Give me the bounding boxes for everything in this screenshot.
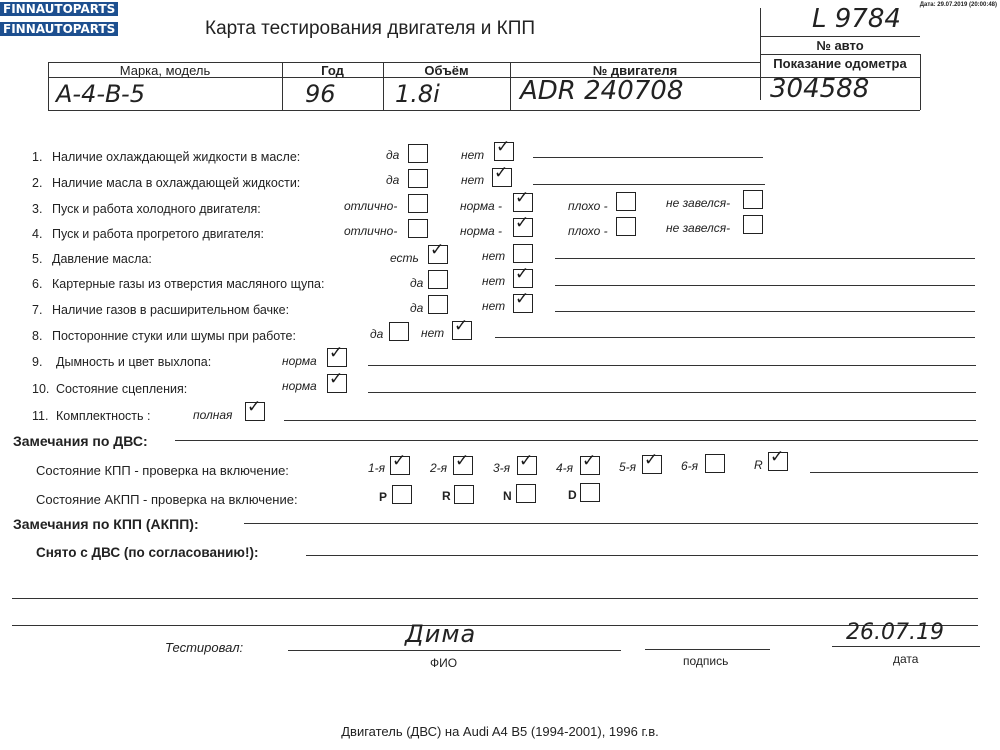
auto-gear-d-checkbox[interactable] bbox=[580, 483, 600, 502]
signature-label: подпись bbox=[683, 654, 729, 668]
fio-label: ФИО bbox=[430, 656, 458, 670]
question-11-full-label: полная bbox=[193, 408, 233, 422]
question-4-normal-label: норма - bbox=[460, 224, 503, 238]
question-4-excellent-label: отлично- bbox=[344, 224, 398, 238]
engine-no-label: № двигателя bbox=[592, 63, 678, 78]
question-1-yes-checkbox[interactable] bbox=[408, 144, 428, 163]
question-4-nostart-checkbox[interactable] bbox=[743, 215, 763, 234]
gear-4-checkbox[interactable] bbox=[580, 451, 600, 475]
question-6-number: 6. bbox=[32, 277, 43, 291]
question-6-no-label: нет bbox=[482, 274, 506, 288]
question-4-text: Пуск и работа прогретого двигателя: bbox=[52, 227, 264, 241]
check-icon: ✓ bbox=[644, 450, 659, 470]
gear-3-checkbox[interactable] bbox=[517, 451, 537, 475]
check-icon: ✓ bbox=[329, 369, 344, 389]
question-7-yes-checkbox[interactable] bbox=[428, 295, 448, 314]
check-icon: ✓ bbox=[454, 316, 469, 336]
question-3-bad-checkbox[interactable] bbox=[616, 192, 636, 211]
question-4-number: 4. bbox=[32, 227, 43, 241]
volume-label: Объём bbox=[424, 63, 469, 78]
check-icon: ✓ bbox=[430, 240, 445, 260]
question-7-no-label: нет bbox=[482, 299, 506, 313]
question-4-nostart-label: не завелся- bbox=[666, 221, 731, 235]
make-value: A-4-B-5 bbox=[56, 80, 145, 108]
question-5-answer-line bbox=[555, 258, 975, 259]
question-1-answer-line bbox=[533, 157, 763, 158]
year-label: Год bbox=[321, 63, 344, 78]
question-2-yes-checkbox[interactable] bbox=[408, 169, 428, 188]
gear-6-label: 6-я bbox=[681, 459, 699, 473]
date-value: 26.07.19 bbox=[846, 620, 944, 645]
check-icon: ✓ bbox=[329, 343, 344, 363]
divider bbox=[760, 54, 920, 55]
question-3-normal-checkbox[interactable] bbox=[513, 188, 533, 212]
gear-4-label: 4-я bbox=[556, 461, 574, 475]
gear-r-label: R bbox=[754, 458, 763, 472]
question-4-normal-checkbox[interactable] bbox=[513, 213, 533, 237]
question-8-yes-label: да bbox=[370, 327, 384, 341]
auto-gear-r-label: R bbox=[442, 489, 451, 503]
question-2-answer-line bbox=[533, 184, 765, 185]
auto-gear-p-checkbox[interactable] bbox=[392, 485, 412, 504]
question-6-yes-checkbox[interactable] bbox=[428, 270, 448, 289]
question-8-yes-checkbox[interactable] bbox=[389, 322, 409, 341]
question-8-text: Посторонние стуки или шумы при работе: bbox=[52, 329, 296, 343]
auto-gear-r-checkbox[interactable] bbox=[454, 485, 474, 504]
card-number: L 9784 bbox=[812, 4, 901, 34]
question-6-text: Картерные газы из отверстия масляного щупа: bbox=[52, 277, 325, 291]
tested-label: Тестировал: bbox=[165, 640, 244, 655]
check-icon: ✓ bbox=[515, 213, 530, 233]
check-icon: ✓ bbox=[247, 397, 262, 417]
auto-gear-n-label: N bbox=[503, 489, 512, 503]
question-5-yes-checkbox[interactable] bbox=[428, 240, 448, 264]
check-icon: ✓ bbox=[519, 451, 534, 471]
question-10-normal-label: норма bbox=[282, 379, 317, 393]
engine-no-value: ADR 240708 bbox=[520, 76, 684, 106]
date-stamp: Дата: 29.07.2019 (20:00:48) bbox=[919, 2, 997, 8]
question-1-yes-label: да bbox=[386, 148, 400, 162]
caption: Двигатель (ДВС) на Audi A4 B5 (1994-2001), 1996 г.в. bbox=[341, 724, 659, 739]
question-11-full-checkbox[interactable] bbox=[245, 397, 265, 421]
question-4-bad-checkbox[interactable] bbox=[616, 217, 636, 236]
question-8-no-checkbox[interactable] bbox=[452, 316, 472, 340]
gearbox-check-line bbox=[810, 472, 978, 473]
auto-gear-p-label: P bbox=[379, 490, 388, 504]
tester-signature: Дима bbox=[405, 620, 477, 648]
question-3-normal-label: норма - bbox=[460, 199, 503, 213]
question-8-answer-line bbox=[495, 337, 975, 338]
question-1-no-label: нет bbox=[461, 148, 485, 162]
question-1-text: Наличие охлаждающей жидкости в масле: bbox=[52, 150, 301, 164]
question-4-bad-label: плохо - bbox=[568, 224, 608, 238]
gear-5-checkbox[interactable] bbox=[642, 450, 662, 474]
date-label: дата bbox=[893, 652, 919, 666]
question-7-number: 7. bbox=[32, 303, 43, 317]
check-icon: ✓ bbox=[515, 264, 530, 284]
auto-gear-n-checkbox[interactable] bbox=[516, 484, 536, 503]
check-icon: ✓ bbox=[494, 163, 509, 183]
question-11-number: 11. bbox=[32, 409, 49, 423]
question-3-excellent-label: отлично- bbox=[344, 199, 398, 213]
check-icon: ✓ bbox=[515, 289, 530, 309]
year-value: 96 bbox=[305, 80, 336, 108]
question-10-number: 10. bbox=[32, 382, 50, 396]
question-7-answer-line bbox=[555, 311, 975, 312]
gear-2-label: 2-я bbox=[430, 461, 448, 475]
gear-1-checkbox[interactable] bbox=[390, 451, 410, 475]
engine-remarks-line bbox=[175, 440, 978, 441]
watermark-top: FINNAUTOPARTS bbox=[0, 2, 118, 16]
question-7-text: Наличие газов в расширительном бачке: bbox=[52, 303, 290, 317]
question-11-answer-line bbox=[284, 420, 976, 421]
question-7-yes-label: да bbox=[410, 301, 424, 315]
question-5-yes-label: есть bbox=[390, 251, 419, 265]
question-2-number: 2. bbox=[32, 176, 43, 190]
auto-no-label: № авто bbox=[816, 38, 864, 53]
gear-6-checkbox[interactable] bbox=[705, 454, 725, 473]
question-4-excellent-checkbox[interactable] bbox=[408, 219, 428, 238]
question-2-yes-label: да bbox=[386, 173, 400, 187]
question-1-number: 1. bbox=[32, 150, 43, 164]
watermark-bottom: FINNAUTOPARTS bbox=[0, 22, 118, 36]
question-2-text: Наличие масла в охлаждающей жидкости: bbox=[52, 176, 301, 190]
removed-line bbox=[306, 555, 978, 556]
question-3-excellent-checkbox[interactable] bbox=[408, 194, 428, 213]
make-label: Марка, модель bbox=[119, 63, 211, 78]
question-6-yes-label: да bbox=[410, 276, 424, 290]
question-10-normal-checkbox[interactable] bbox=[327, 369, 347, 393]
question-11-text: Комплектность : bbox=[56, 409, 151, 423]
question-9-answer-line bbox=[368, 365, 976, 366]
gear-3-label: 3-я bbox=[493, 461, 511, 475]
question-10-answer-line bbox=[368, 392, 976, 393]
check-icon: ✓ bbox=[515, 188, 530, 208]
gearbox-check-label: Состояние КПП - проверка на включение: bbox=[36, 463, 289, 478]
question-3-text: Пуск и работа холодного двигателя: bbox=[52, 202, 261, 216]
question-7-no-checkbox[interactable] bbox=[513, 289, 533, 313]
check-icon: ✓ bbox=[496, 137, 511, 157]
question-6-answer-line bbox=[555, 285, 975, 286]
question-6-no-checkbox[interactable] bbox=[513, 264, 533, 288]
divider bbox=[760, 36, 920, 37]
divider bbox=[48, 110, 920, 111]
blank-line bbox=[12, 625, 978, 626]
question-5-no-label: нет bbox=[482, 249, 506, 263]
auto-check-label: Состояние АКПП - проверка на включение: bbox=[36, 492, 298, 507]
check-icon: ✓ bbox=[455, 451, 470, 471]
page-title: Карта тестирования двигателя и КПП bbox=[205, 18, 536, 39]
gear-2-checkbox[interactable] bbox=[453, 451, 473, 475]
date-line bbox=[832, 646, 980, 647]
fio-line bbox=[288, 650, 621, 651]
question-5-number: 5. bbox=[32, 252, 43, 266]
odometer-label: Показание одометра bbox=[773, 56, 907, 71]
engine-remarks-label: Замечания по ДВС: bbox=[13, 433, 148, 449]
question-5-text: Давление масла: bbox=[52, 252, 152, 266]
question-8-number: 8. bbox=[32, 329, 43, 343]
gear-r-checkbox[interactable] bbox=[768, 447, 788, 471]
gearbox-remarks-label: Замечания по КПП (АКПП): bbox=[13, 516, 199, 532]
question-9-normal-checkbox[interactable] bbox=[327, 343, 347, 367]
question-9-number: 9. bbox=[32, 355, 43, 369]
question-5-no-checkbox[interactable] bbox=[513, 244, 533, 263]
question-3-nostart-checkbox[interactable] bbox=[743, 190, 763, 209]
question-2-no-label: нет bbox=[461, 173, 485, 187]
removed-label: Снято с ДВС (по согласованию!): bbox=[36, 545, 259, 560]
odometer-value: 304588 bbox=[770, 74, 870, 104]
gearbox-remarks-line bbox=[244, 523, 978, 524]
signature-line bbox=[645, 649, 770, 650]
check-icon: ✓ bbox=[392, 451, 407, 471]
question-10-text: Состояние сцепления: bbox=[56, 382, 188, 396]
volume-value: 1.8i bbox=[395, 80, 440, 108]
question-8-no-label: нет bbox=[421, 326, 445, 340]
gear-5-label: 5-я bbox=[619, 460, 637, 474]
question-9-normal-label: норма bbox=[282, 354, 317, 368]
question-9-text: Дымность и цвет выхлопа: bbox=[56, 355, 212, 369]
question-3-number: 3. bbox=[32, 202, 43, 216]
divider bbox=[920, 54, 921, 110]
question-1-no-checkbox[interactable] bbox=[494, 137, 514, 161]
check-icon: ✓ bbox=[582, 451, 597, 471]
question-3-bad-label: плохо - bbox=[568, 199, 608, 213]
blank-line bbox=[12, 598, 978, 599]
check-icon: ✓ bbox=[770, 447, 785, 467]
gear-1-label: 1-я bbox=[368, 461, 386, 475]
auto-gear-d-label: D bbox=[568, 488, 577, 502]
question-3-nostart-label: не завелся- bbox=[666, 196, 731, 210]
question-2-no-checkbox[interactable] bbox=[492, 163, 512, 187]
